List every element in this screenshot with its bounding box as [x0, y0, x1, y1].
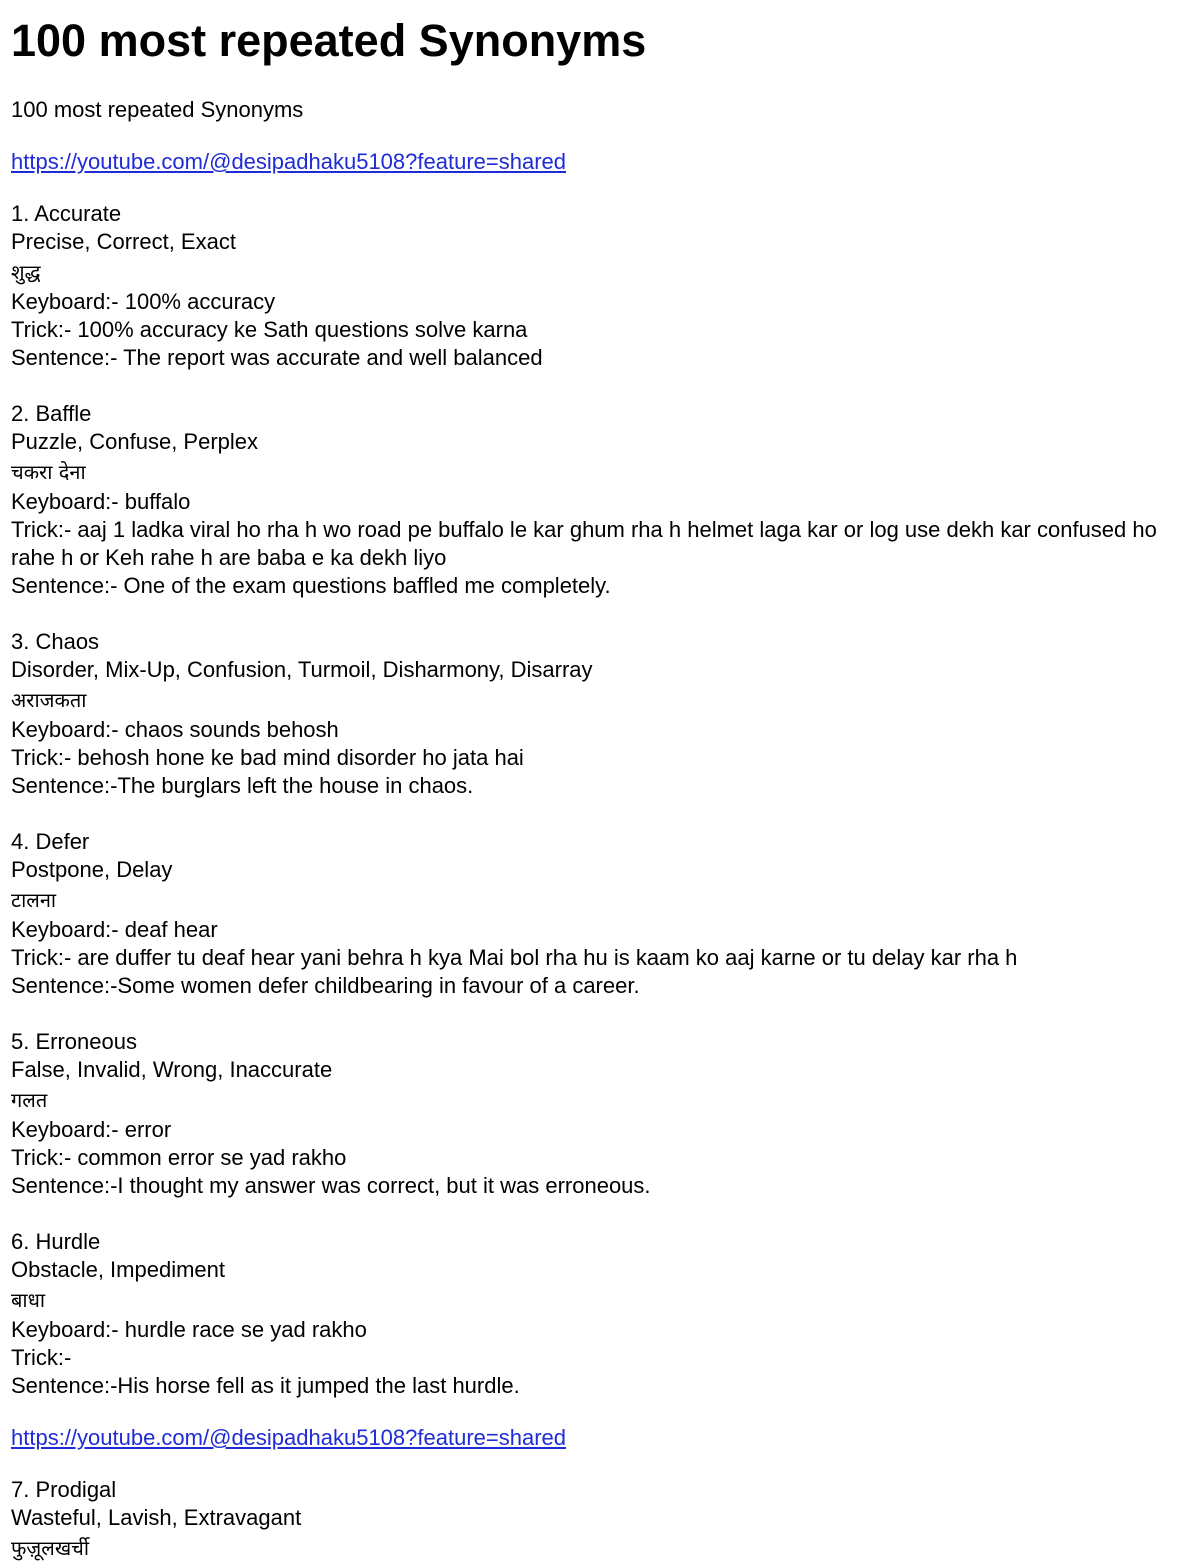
synonym-entry	[11, 628, 1191, 800]
synonym-entries	[11, 200, 1191, 1400]
entry-trick: Trick:- behosh hone ke bad mind disorder ho jata hai	[11, 745, 524, 770]
entry-sentence: Sentence:-His horse fell as it jumped the last hurdle.	[11, 1373, 520, 1398]
document-title: 100 most repeated Synonyms	[11, 15, 647, 66]
entry-hindi-meaning: अराजकता	[11, 688, 87, 712]
youtube-link[interactable]: https://youtube.com/@desipadhaku5108?feature=shared	[11, 1425, 566, 1450]
synonym-entry	[11, 1228, 1191, 1400]
entry-synonyms: Postpone, Delay	[11, 857, 173, 882]
youtube-link[interactable]: https://youtube.com/@desipadhaku5108?feature=shared	[11, 149, 566, 174]
entry-synonyms: Obstacle, Impediment	[11, 1257, 225, 1282]
entry-keyboard: Keyboard:- deaf hear	[11, 917, 218, 942]
entry-heading: 7. Prodigal	[11, 1477, 117, 1502]
entry-synonyms: Puzzle, Confuse, Perplex	[11, 429, 259, 454]
entry-heading: 3. Chaos	[11, 629, 100, 654]
entry-trick: Trick:- aaj 1 ladka viral ho rha h wo road pe buffalo le kar ghum rha h helmet laga kar or log use dekh kar confused ho rahe h or Keh rahe h are baba e ka dekh liyo	[11, 517, 1157, 570]
document-subtitle: 100 most repeated Synonyms	[11, 97, 304, 122]
entry-keyboard: Keyboard:- buffalo	[11, 489, 191, 514]
entry-keyboard: Keyboard:- error	[11, 1117, 172, 1142]
entry-hindi-meaning: चकरा देना	[11, 460, 86, 484]
entry-sentence: Sentence:-Some women defer childbearing in favour of a career.	[11, 973, 640, 998]
synonym-entry	[11, 1028, 1191, 1200]
youtube-link-line	[11, 148, 1191, 176]
entry-keyboard: Keyboard:- hurdle race se yad rakho	[11, 1317, 367, 1342]
entry-synonyms: Wasteful, Lavish, Extravagant	[11, 1505, 302, 1530]
entry-keyboard: Keyboard:- chaos sounds behosh	[11, 717, 339, 742]
entry-heading: 5. Erroneous	[11, 1029, 137, 1054]
entry-hindi-meaning: गलत	[11, 1088, 48, 1112]
entry-heading: 4. Defer	[11, 829, 90, 854]
entry-trick: Trick:- 100% accuracy ke Sath questions solve karna	[11, 317, 528, 342]
entry-heading: 1. Accurate	[11, 201, 122, 226]
entry-hindi-meaning: शुद्ध	[11, 260, 41, 284]
synonym-entry	[11, 400, 1191, 600]
synonym-entries	[11, 1476, 1191, 1564]
entry-synonyms: Precise, Correct, Exact	[11, 229, 236, 254]
entry-synonyms: False, Invalid, Wrong, Inaccurate	[11, 1057, 333, 1082]
synonym-entry	[11, 200, 1191, 372]
entry-hindi-meaning: बाधा	[11, 1288, 46, 1312]
entry-sentence: Sentence:- One of the exam questions baffled me completely.	[11, 573, 611, 598]
entry-synonyms: Disorder, Mix-Up, Confusion, Turmoil, Disharmony, Disarray	[11, 657, 593, 682]
document-page	[11, 16, 1191, 1564]
entry-sentence: Sentence:-I thought my answer was correct, but it was erroneous.	[11, 1173, 651, 1198]
entry-heading: 6. Hurdle	[11, 1229, 101, 1254]
entry-trick: Trick:- common error se yad rakho	[11, 1145, 347, 1170]
entry-hindi-meaning: टालना	[11, 888, 57, 912]
entry-trick: Trick:-	[11, 1345, 72, 1370]
synonym-entry	[11, 828, 1191, 1000]
synonym-entry	[11, 1476, 1191, 1564]
youtube-link-line	[11, 1424, 1191, 1452]
entry-heading: 2. Baffle	[11, 401, 92, 426]
entry-hindi-meaning: फुज़ूलखर्ची	[11, 1536, 90, 1560]
entry-sentence: Sentence:-The burglars left the house in chaos.	[11, 773, 474, 798]
entry-keyboard: Keyboard:- 100% accuracy	[11, 289, 276, 314]
entry-sentence: Sentence:- The report was accurate and well balanced	[11, 345, 543, 370]
entry-trick: Trick:- are duffer tu deaf hear yani behra h kya Mai bol rha hu is kaam ko aaj karne or tu delay kar rha h	[11, 945, 1018, 970]
